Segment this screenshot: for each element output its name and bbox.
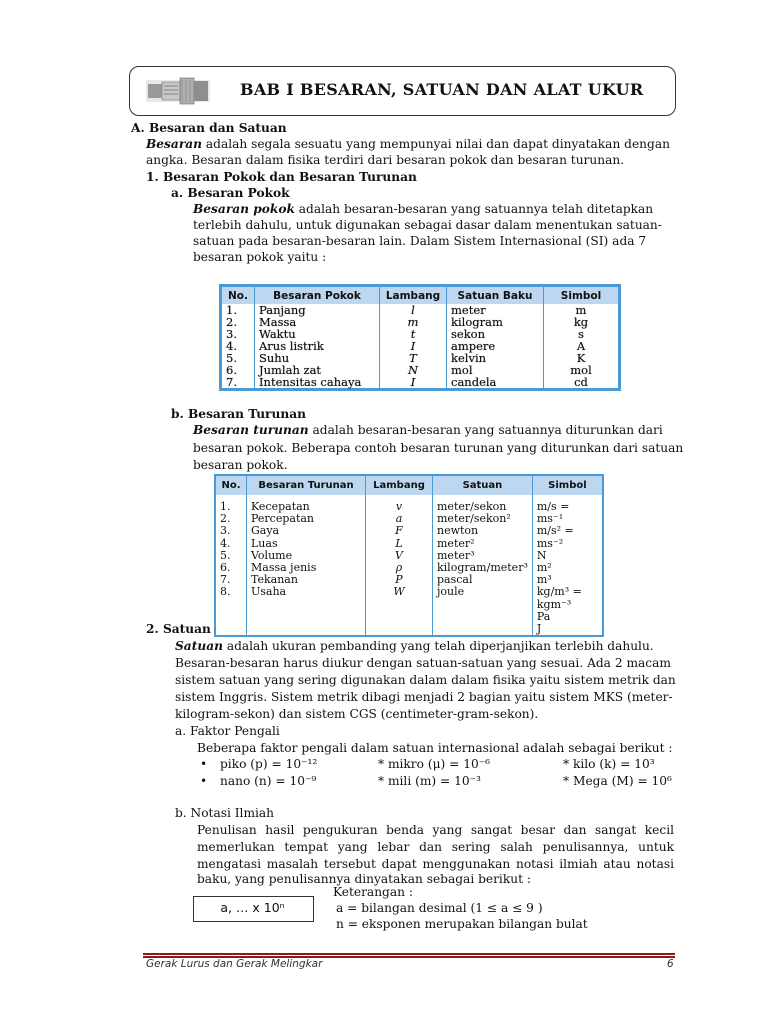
col-header-simbol: Simbol — [544, 286, 620, 305]
sub2-heading: 2. Satuan — [146, 622, 211, 636]
micrometer-icon — [146, 74, 210, 106]
table-header-row — [215, 475, 603, 495]
sub2-line3: sistem satuan yang sering digunakan dalam dalam fisika yaitu sistem metrik dan — [175, 673, 676, 687]
sub2b-line2: memerlukan tempat yang lebar dan sering salah penulisannya, untuk — [197, 840, 674, 854]
keterangan-n: n = eksponen merupakan bilangan bulat — [336, 917, 588, 931]
cell-lambang: l m t I T N I — [380, 304, 447, 390]
col-header-simbol: Simbol — [532, 475, 603, 495]
bullet-icon: • — [200, 757, 208, 771]
cell-besaran: Kecepatan Percepatan Gaya Luas Volume Massa jenis Tekanan Usaha — [247, 495, 366, 636]
col-header-lambang: Lambang — [380, 286, 447, 305]
sub2b-line3: mengatasi masalah tersebut dapat menggunakan notasi ilmiah atau notasi — [197, 857, 674, 871]
sub2-line5: kilogram-sekon) dan sistem CGS (centimeter-gram-sekon). — [175, 707, 539, 721]
col-header-satuan: Satuan — [433, 475, 533, 495]
keterangan-title: Keterangan : — [333, 885, 413, 899]
cell-no: 1. 2. 3. 4. 5. 6. 7. 8. — [215, 495, 247, 636]
prefix-nano: nano (n) = 10⁻⁹ — [220, 774, 317, 788]
cell-besaran: Panjang Massa Waktu Arus listrik Suhu Jumlah zat Intensitas cahaya — [255, 304, 380, 390]
section-a-heading: A. Besaran dan Satuan — [131, 121, 287, 135]
section-a-intro: Besaran adalah segala sesuatu yang mempunyai nilai dan dapat dinyatakan dengan — [146, 137, 670, 151]
col-header-lambang: Lambang — [366, 475, 433, 495]
section-a-intro-line2: angka. Besaran dalam fisika terdiri dari besaran pokok dan besaran turunan. — [146, 153, 625, 167]
prefix-kilo: * kilo (k) = 10³ — [563, 757, 655, 771]
sub2b-heading: b. Notasi Ilmiah — [175, 806, 275, 820]
col-header-satuan: Satuan Baku — [447, 286, 544, 305]
sub1a-line2: terlebih dahulu, untuk digunakan sebagai dasar dalam menentukan satuan- — [193, 218, 662, 232]
table-header-row — [221, 286, 620, 305]
footer-title: Gerak Lurus dan Gerak Melingkar — [146, 958, 323, 970]
bullet-icon: • — [200, 774, 208, 788]
sub2a-intro: Beberapa faktor pengali dalam satuan internasional adalah sebagai berikut : — [197, 741, 673, 755]
prefix-piko: piko (p) = 10⁻¹² — [220, 757, 318, 771]
col-header-besaran: Besaran Pokok — [255, 286, 380, 305]
sub1-heading: 1. Besaran Pokok dan Besaran Turunan — [146, 170, 417, 184]
sub2b-line4: baku, yang penulisannya dinyatakan sebagai berikut : — [197, 872, 531, 886]
cell-no: 1. 2. 3. 4. 5. 6. 7. — [221, 304, 255, 390]
cell-simbol: m/s = ms⁻¹ m/s² = ms⁻² N m² m³ kg/m³ = kgm⁻³ Pa J — [536, 500, 582, 636]
sub1a-heading: a. Besaran Pokok — [171, 186, 290, 200]
sub1b-line2: besaran pokok. Beberapa contoh besaran turunan yang diturunkan dari satuan — [193, 441, 684, 455]
sub2-line2: Besaran-besaran harus diukur dengan satuan-satuan yang sesuai. Ada 2 macam — [175, 656, 671, 670]
prefix-mili: * mili (m) = 10⁻³ — [378, 774, 481, 788]
table-row — [221, 304, 620, 390]
cell-lambang: v a F L V ρ P W — [366, 495, 433, 636]
scientific-notation-formula: a, … x 10ⁿ — [220, 900, 285, 915]
sub2a-heading: a. Faktor Pengali — [175, 724, 280, 738]
sub1b-heading: b. Besaran Turunan — [171, 407, 306, 421]
sub2b-line1: Penulisan hasil pengukuran benda yang sangat besar dan sangat kecil — [197, 823, 674, 837]
sub1b-line1: Besaran turunan adalah besaran-besaran yang satuannya diturunkan dari — [193, 423, 663, 437]
col-header-no: No. — [221, 286, 255, 305]
term-besaran: Besaran — [146, 137, 202, 151]
sub2-line4: sistem Inggris. Sistem metrik dibagi menjadi 2 bagian yaitu sistem MKS (meter- — [175, 690, 673, 704]
sub1a-line4: besaran pokok yaitu : — [193, 250, 327, 264]
col-header-no: No. — [215, 475, 247, 495]
prefix-mikro: * mikro (μ) = 10⁻⁶ — [378, 757, 491, 771]
cell-satuan: meter/sekon meter/sekon² newton meter² meter³ kilogram/meter³ pascal joule — [433, 495, 533, 636]
sub1a-line1: Besaran pokok adalah besaran-besaran yang satuannya telah ditetapkan — [193, 202, 654, 216]
cell-satuan: meter kilogram sekon ampere kelvin mol candela — [447, 304, 544, 390]
page-number: 6 — [667, 958, 674, 970]
chapter-title: BAB I BESARAN, SATUAN DAN ALAT UKUR — [240, 80, 644, 99]
sub2-line1: Satuan adalah ukuran pembanding yang telah diperjanjikan terlebih dahulu. — [175, 639, 654, 653]
keterangan-a: a = bilangan desimal (1 ≤ a ≤ 9 ) — [336, 901, 543, 915]
prefix-mega: * Mega (M) = 10⁶ — [563, 774, 672, 788]
col-header-besaran: Besaran Turunan — [247, 475, 366, 495]
table-row — [215, 495, 603, 636]
sub1b-line3: besaran pokok. — [193, 458, 288, 472]
sub1a-line3: satuan pada besaran-besaran lain. Dalam Sistem Internasional (SI) ada 7 — [193, 234, 647, 248]
table-besaran-pokok — [219, 284, 621, 391]
footer-divider — [143, 953, 675, 955]
cell-simbol: m kg s A K mol cd — [570, 303, 592, 389]
table-besaran-turunan — [214, 474, 604, 637]
